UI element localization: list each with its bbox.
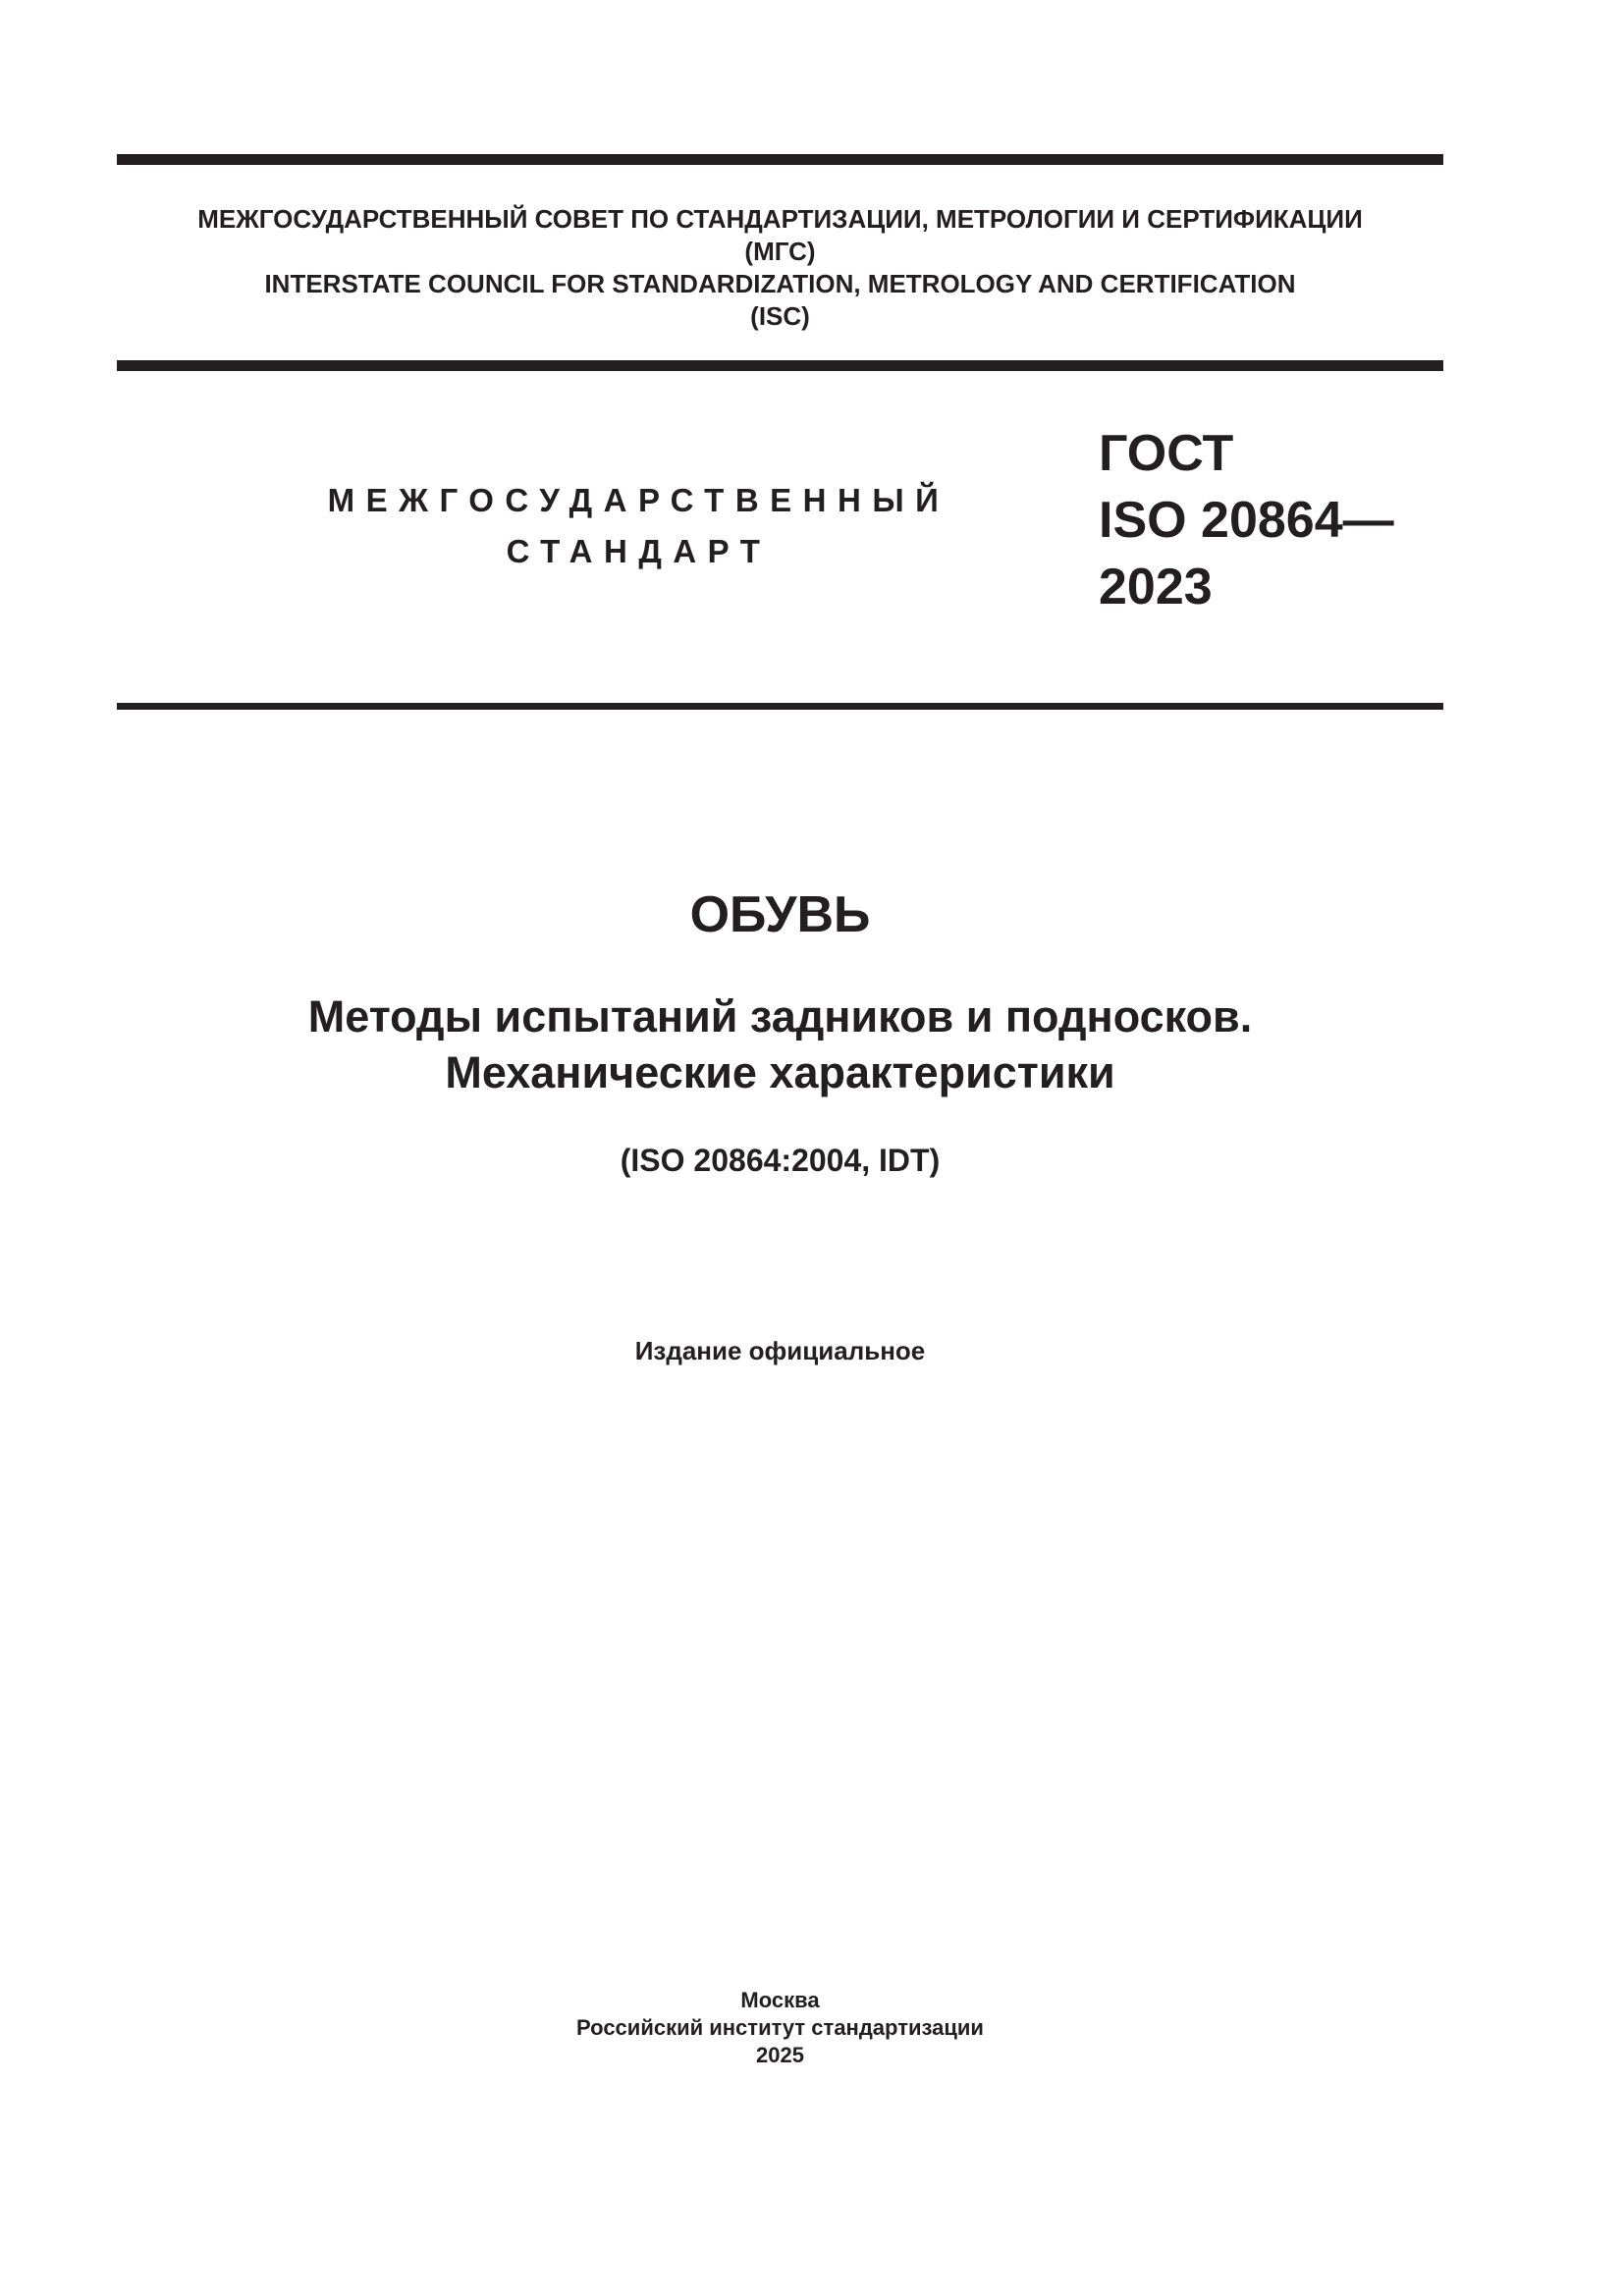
designation-bottom-rule: [117, 703, 1443, 710]
document-subtitle-line-1: Методы испытаний задников и подносков.: [307, 991, 1253, 1041]
document-subtitle: [117, 988, 1443, 1100]
council-abbr-en: (ISC): [750, 301, 810, 331]
standard-type-line-2: СТАНДАРТ: [506, 533, 772, 569]
imprint-year: 2025: [756, 2043, 804, 2067]
header-bottom-rule: [117, 360, 1443, 371]
imprint: [117, 1987, 1443, 2069]
top-rule: [117, 154, 1443, 165]
council-abbr-ru: (МГС): [744, 237, 816, 266]
standard-type-line-1: МЕЖГОСУДАРСТВЕННЫЙ: [327, 482, 950, 518]
imprint-publisher: Российский институт стандартизации: [576, 2015, 984, 2040]
designation-line-2: ISO 20864—: [1099, 492, 1394, 549]
designation-line-1: ГОСТ: [1099, 425, 1234, 482]
council-name-en: INTERSTATE COUNCIL FOR STANDARDIZATION, METROLOGY AND CERTIFICATION: [264, 269, 1296, 298]
iso-reference: (ISO 20864:2004, IDT): [620, 1143, 941, 1178]
standard-designation: [1099, 420, 1394, 620]
council-name-ru: МЕЖГОСУДАРСТВЕННЫЙ СОВЕТ ПО СТАНДАРТИЗАЦИИ, МЕТРОЛОГИИ И СЕРТИФИКАЦИИ: [197, 204, 1363, 234]
standard-type-label: [275, 475, 992, 577]
designation-line-3: 2023: [1099, 559, 1213, 615]
edition-label: Издание официальное: [634, 1336, 926, 1365]
council-header: [117, 203, 1443, 333]
document-subtitle-line-2: Механические характеристики: [445, 1047, 1115, 1097]
document-title: ОБУВЬ: [689, 886, 871, 943]
imprint-city: Москва: [740, 1988, 820, 2012]
